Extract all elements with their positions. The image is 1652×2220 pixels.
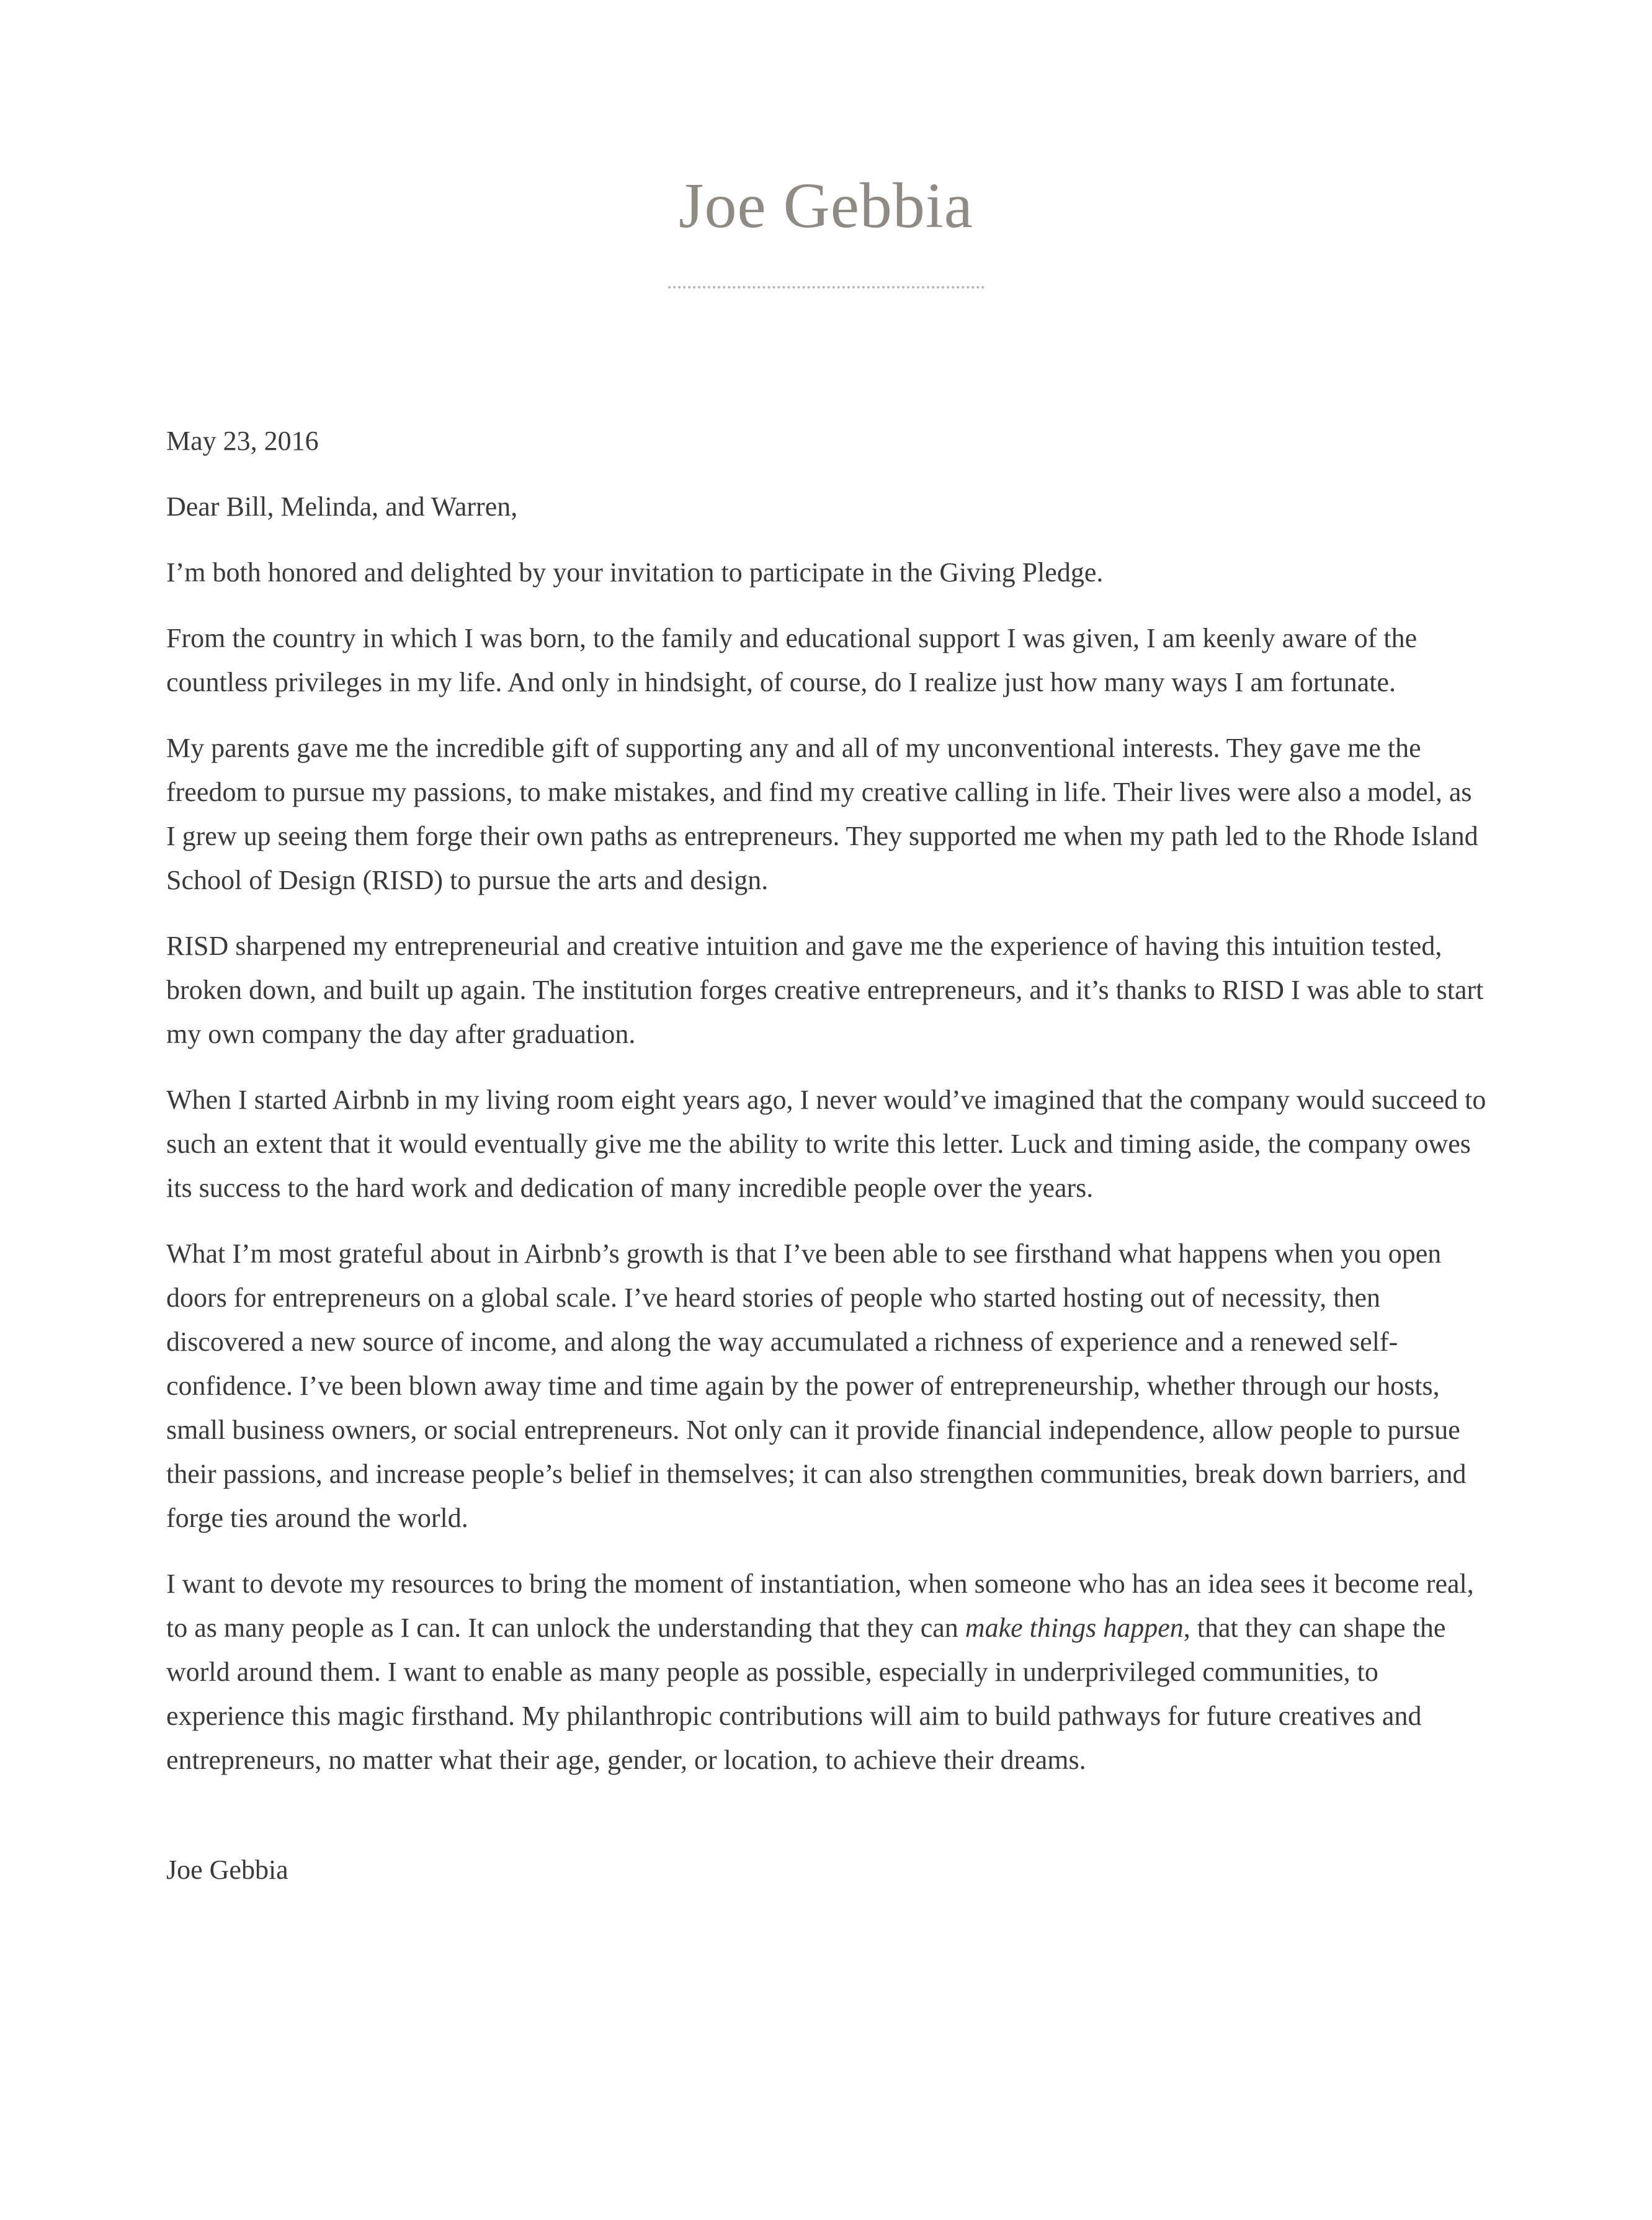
paragraph-5: When I started Airbnb in my living room eight years ago, I never would’ve imagined that the company would succeed to such an extent that it would eventually give me the ability to write this letter. Luck and timing aside, the company owes its success to the hard work and dedication of many incredible people over the years. bbox=[166, 1085, 1486, 1203]
letter-date: May 23, 2016 bbox=[166, 426, 319, 456]
paragraph-7-emphasis: make things happen bbox=[965, 1613, 1184, 1643]
paragraph-1: I’m both honored and delighted by your invitation to participate in the Giving Pledge. bbox=[166, 557, 1104, 588]
letter-salutation: Dear Bill, Melinda, and Warren, bbox=[166, 491, 518, 522]
paragraph-4: RISD sharpened my entrepreneurial and creative intuition and gave me the experience of having this intuition tested, broken down, and built up again. The institution forges creative entrepreneurs, and it’s thanks to RISD I was able to start my own company the day after graduation. bbox=[166, 931, 1484, 1049]
paragraph-7 bbox=[166, 1562, 1488, 1782]
paragraph-6: What I’m most grateful about in Airbnb’s growth is that I’ve been able to see firsthand what happens when you open doors for entrepreneurs on a global scale. I’ve heard stories of people who started hosting out of necessity, then discovered a new source of income, and along the way accumulated a richness of experience and a renewed self-confidence. I’ve been blown away time and time again by the power of entrepreneurship, whether through our hosts, small business owners, or social entrepreneurs. Not only can it provide financial independence, allow people to pursue their passions, and increase people’s belief in themselves; it can also strengthen communities, break down barriers, and forge ties around the world. bbox=[166, 1238, 1467, 1533]
dotted-divider bbox=[668, 286, 985, 289]
letterhead-name: Joe Gebbia bbox=[679, 170, 973, 241]
paragraph-7-text-end: , that they can shape the world around them. I want to enable as many people as possible, especially in underprivileged communities, to experience this magic firsthand. My philanthropic contributions will aim to build pathways for future creatives and entrepreneurs, no matter what their age, gender, or location, to achieve their dreams. bbox=[166, 1613, 1446, 1775]
paragraph-2: From the country in which I was born, to the family and educational support I was given, I am keenly aware of the countless privileges in my life. And only in hindsight, of course, do I realize just how many ways I am fortunate. bbox=[166, 623, 1418, 697]
letter-body bbox=[166, 419, 1488, 1913]
letter-signature: Joe Gebbia bbox=[166, 1855, 288, 1885]
paragraph-3: My parents gave me the incredible gift of supporting any and all of my unconventional interests. They gave me the freedom to pursue my passions, to make mistakes, and find my creative calling in life. Their lives were also a model, as I grew up seeing them forge their own paths as entrepreneurs. They supported me when my path led to the Rhode Island School of Design (RISD) to pursue the arts and design. bbox=[166, 733, 1478, 895]
letterhead bbox=[0, 168, 1652, 289]
paragraph-7-text-start: I want to devote my resources to bring the moment of instantiation, when someone who has an idea sees it become real, to as many people as I can. It can unlock the understanding that they can bbox=[166, 1569, 1474, 1643]
